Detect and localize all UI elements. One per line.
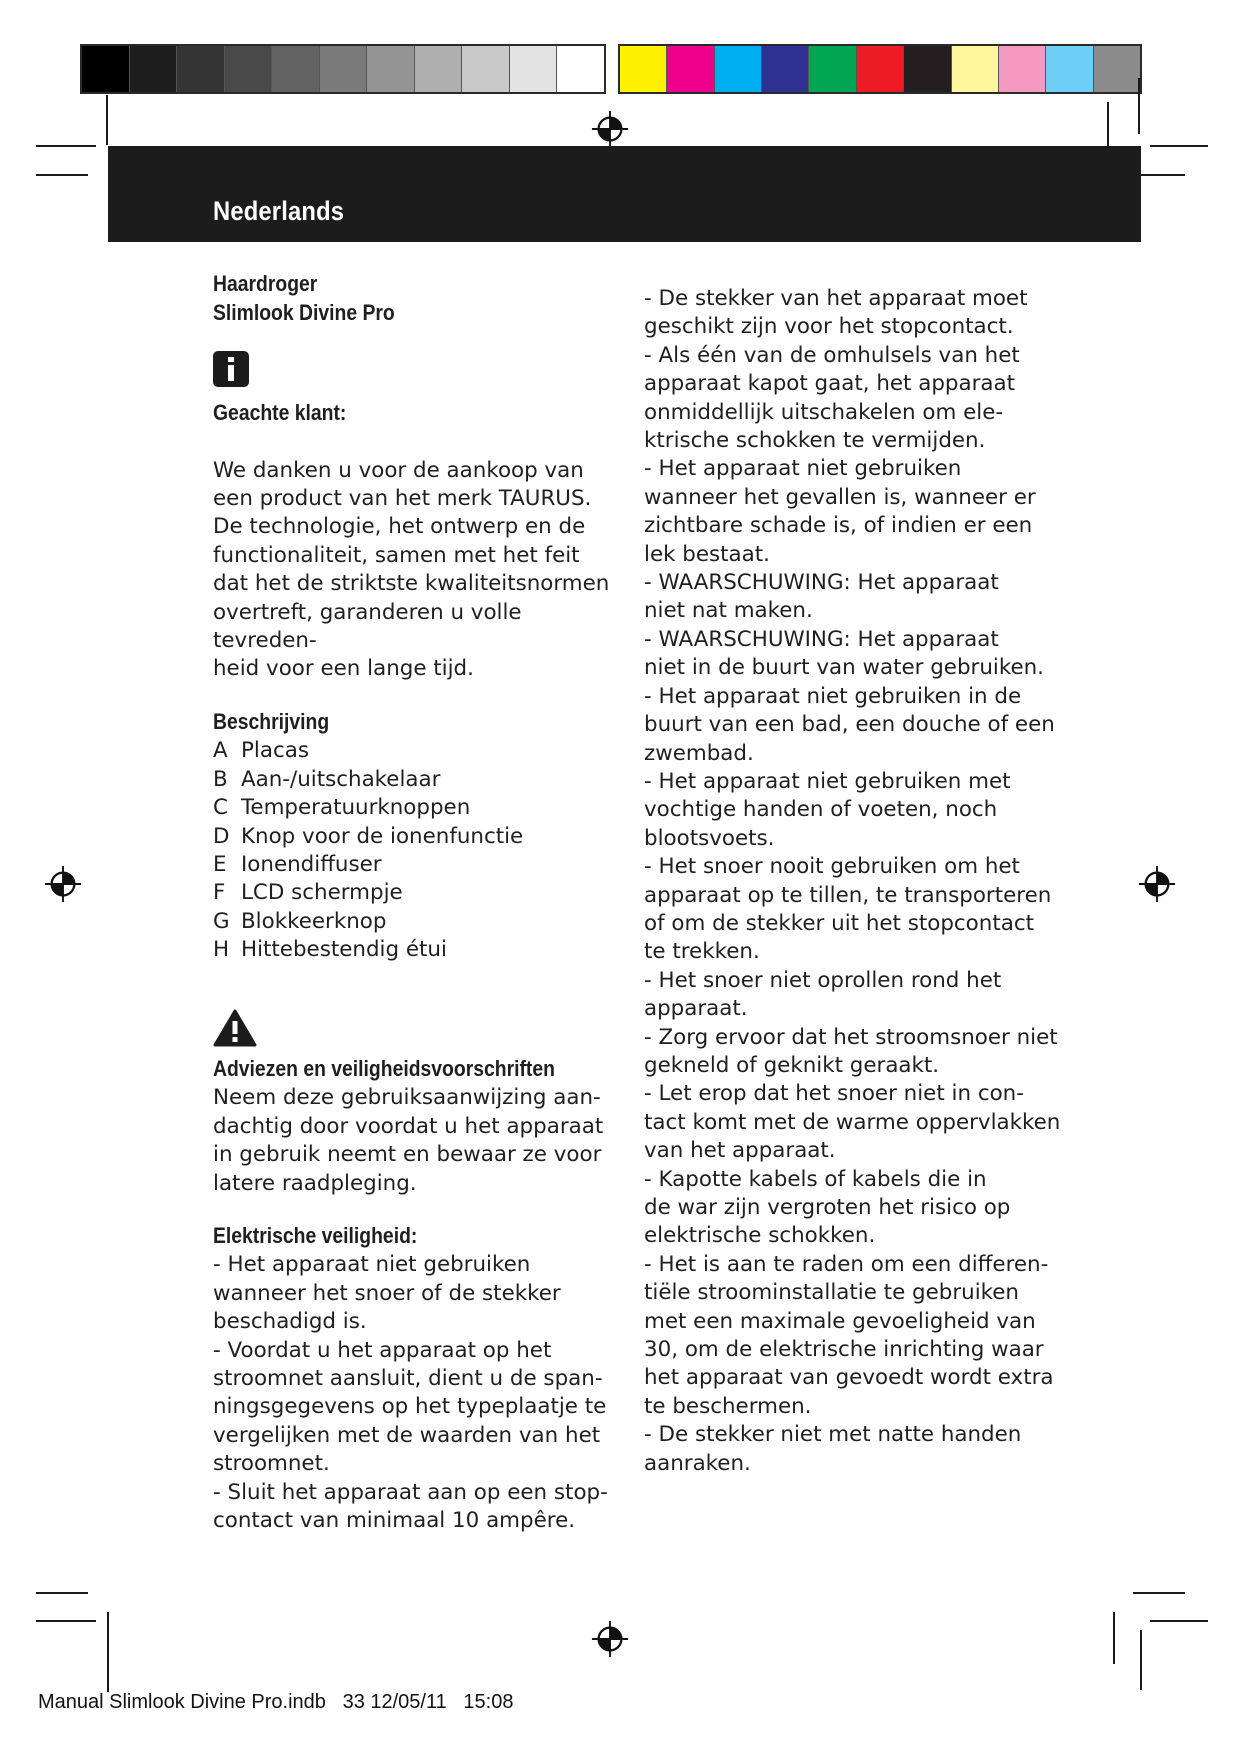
safety-instruction: - WAARSCHUWING: Het apparaat niet in de buurt van water gebruiken. <box>644 626 1044 681</box>
description-letter: B <box>213 766 228 792</box>
description-label: Aan-/uitschakelaar <box>241 766 441 792</box>
safety-instruction: - Als één van de omhulsels van het apparaat kapot gaat, het apparaat onmiddellijk uitschakelen om ele- ktrische schokken te vermijden. <box>644 342 1020 454</box>
color-swatch <box>1046 46 1093 92</box>
info-icon <box>213 351 249 387</box>
crop-mark <box>1150 1620 1208 1622</box>
color-swatch <box>462 46 510 92</box>
grayscale-color-bar <box>80 44 606 94</box>
description-title: Beschrijving <box>213 708 330 734</box>
safety-instruction: - Kapotte kabels of kabels die in de war zijn vergroten het risico op elektrische schokken. <box>644 1166 1011 1249</box>
registration-mark-icon <box>591 1620 629 1658</box>
crop-mark <box>1150 145 1208 147</box>
description-item <box>213 879 613 907</box>
safety-instruction: - WAARSCHUWING: Het apparaat niet nat maken. <box>644 570 999 624</box>
crop-mark <box>1140 1630 1142 1690</box>
color-swatch <box>367 46 415 92</box>
right-column <box>644 285 1064 1478</box>
greeting-body: We danken u voor de aankoop van een product van het merk TAURUS. De technologie, het ontwerp en de functionaliteit, samen met het feit dat het de striktste kwaliteitsnormen overtreft, garanderen u volle tevreden- heid voor een lange tijd. <box>213 457 610 682</box>
description-item <box>213 908 613 936</box>
safety-instruction: - De stekker niet met natte handen aanraken. <box>644 1422 1022 1476</box>
safety-title: Adviezen en veiligheidsvoorschriften <box>213 1055 555 1081</box>
crop-mark <box>1133 1592 1185 1594</box>
color-swatch <box>999 46 1046 92</box>
electrical-title: Elektrische veiligheid: <box>213 1222 418 1248</box>
registration-mark-icon <box>44 865 82 903</box>
crop-mark <box>36 174 88 176</box>
registration-mark-icon <box>1138 865 1176 903</box>
color-swatch <box>225 46 273 92</box>
color-swatch <box>557 46 604 92</box>
safety-instruction: - Het apparaat niet gebruiken met vochtige handen of voeten, noch blootsvoets. <box>644 768 1011 851</box>
safety-instruction: - Het apparaat niet gebruiken wanneer het snoer of de stekker beschadigd is. <box>213 1252 561 1335</box>
description-label: Temperatuurknoppen <box>241 795 471 821</box>
description-label: Blokkeerknop <box>241 908 387 934</box>
color-swatch <box>177 46 225 92</box>
safety-instruction: - Zorg ervoor dat het stroomsnoer niet gekneld of geknikt geraakt. <box>644 1024 1058 1078</box>
description-label: Knop voor de ionenfunctie <box>241 823 524 849</box>
color-swatch <box>130 46 178 92</box>
description-item <box>213 823 613 851</box>
safety-body: Neem deze gebruiksaanwijzing aan- dachtig door voordat u het apparaat in gebruik neemt en bewaar ze voor latere raadpleging. <box>213 1085 604 1196</box>
product-type: Haardroger <box>213 271 318 296</box>
safety-instruction: - Het apparaat niet gebruiken wanneer het gevallen is, wanneer er zichtbare schade is, of indien er een lek bestaat. <box>644 456 1036 567</box>
language-title: Nederlands <box>213 196 345 226</box>
safety-instruction: - Let erop dat het snoer niet in con- tact komt met de warme oppervlakken van het apparaat. <box>644 1081 1061 1164</box>
crop-mark <box>106 95 108 145</box>
description-item <box>213 794 613 822</box>
safety-instruction: - Voordat u het apparaat op het stroomnet aansluit, dient u de span- ningsgegevens op het typeplaatje te vergelijken met de waarden van het stroomnet. <box>213 1337 607 1477</box>
description-letter: G <box>213 908 230 934</box>
safety-instruction: - Het apparaat niet gebruiken in de buurt van een bad, een douche of een zwembad. <box>644 683 1055 766</box>
description-letter: E <box>213 851 227 877</box>
description-label: Ionendiffuser <box>241 851 382 877</box>
description-item <box>213 851 613 879</box>
color-swatch <box>510 46 558 92</box>
product-model: Slimlook Divine Pro <box>213 300 395 326</box>
color-swatch <box>952 46 999 92</box>
description-letter: H <box>213 937 230 963</box>
crop-mark <box>1113 1612 1115 1664</box>
crop-mark <box>107 1612 109 1692</box>
color-swatch <box>667 46 714 92</box>
registration-mark-icon <box>591 110 629 148</box>
description-letter: F <box>213 880 226 906</box>
color-swatch <box>857 46 904 92</box>
description-item <box>213 737 613 765</box>
description-letter: D <box>213 823 230 849</box>
description-letter: A <box>213 738 228 764</box>
process-color-bar <box>618 44 1142 94</box>
color-swatch <box>762 46 809 92</box>
safety-instruction: - Het snoer niet oprollen rond het apparaat. <box>644 967 1002 1022</box>
description-label: LCD schermpje <box>241 880 403 906</box>
crop-mark <box>1138 78 1140 134</box>
description-item <box>213 766 613 794</box>
color-swatch <box>320 46 368 92</box>
color-swatch <box>272 46 320 92</box>
safety-instruction: - De stekker van het apparaat moet geschikt zijn voor het stopcontact. <box>644 286 1028 340</box>
color-swatch <box>809 46 856 92</box>
safety-instruction: - Het snoer nooit gebruiken om het apparaat op te tillen, te transporteren of om de stekker uit het stopcontact te trekken. <box>644 854 1052 965</box>
description-list <box>213 737 613 964</box>
color-swatch <box>620 46 667 92</box>
color-swatch <box>82 46 130 92</box>
crop-mark <box>36 145 96 147</box>
color-swatch <box>415 46 463 92</box>
crop-mark <box>1107 102 1109 152</box>
color-swatch <box>1094 46 1140 92</box>
safety-instruction: - Het is aan te raden om een differen- tiële stroominstallatie te gebruiken met een maximale gevoeligheid van 30, om de elektrische inrichting waar het apparaat van gevoedt wordt extra te beschermen. <box>644 1251 1054 1419</box>
section-header-band <box>108 146 1141 242</box>
description-label: Hittebestendig étui <box>241 937 447 963</box>
color-swatch <box>715 46 762 92</box>
left-column <box>213 270 613 1535</box>
safety-instruction: - Sluit het apparaat aan op een stop- contact van minimaal 10 ampêre. <box>213 1479 608 1534</box>
description-item <box>213 936 613 964</box>
warning-icon <box>213 1009 257 1047</box>
crop-mark <box>36 1592 88 1594</box>
print-slug: Manual Slimlook Divine Pro.indb 33 12/05/11 15:08 <box>38 1691 514 1713</box>
crop-mark <box>36 1620 96 1622</box>
electrical-right-list <box>644 285 1064 1478</box>
color-swatch <box>904 46 951 92</box>
greeting-title: Geachte klant: <box>213 400 347 426</box>
description-letter: C <box>213 795 228 821</box>
electrical-left-list <box>213 1251 613 1535</box>
description-label: Placas <box>241 738 309 764</box>
